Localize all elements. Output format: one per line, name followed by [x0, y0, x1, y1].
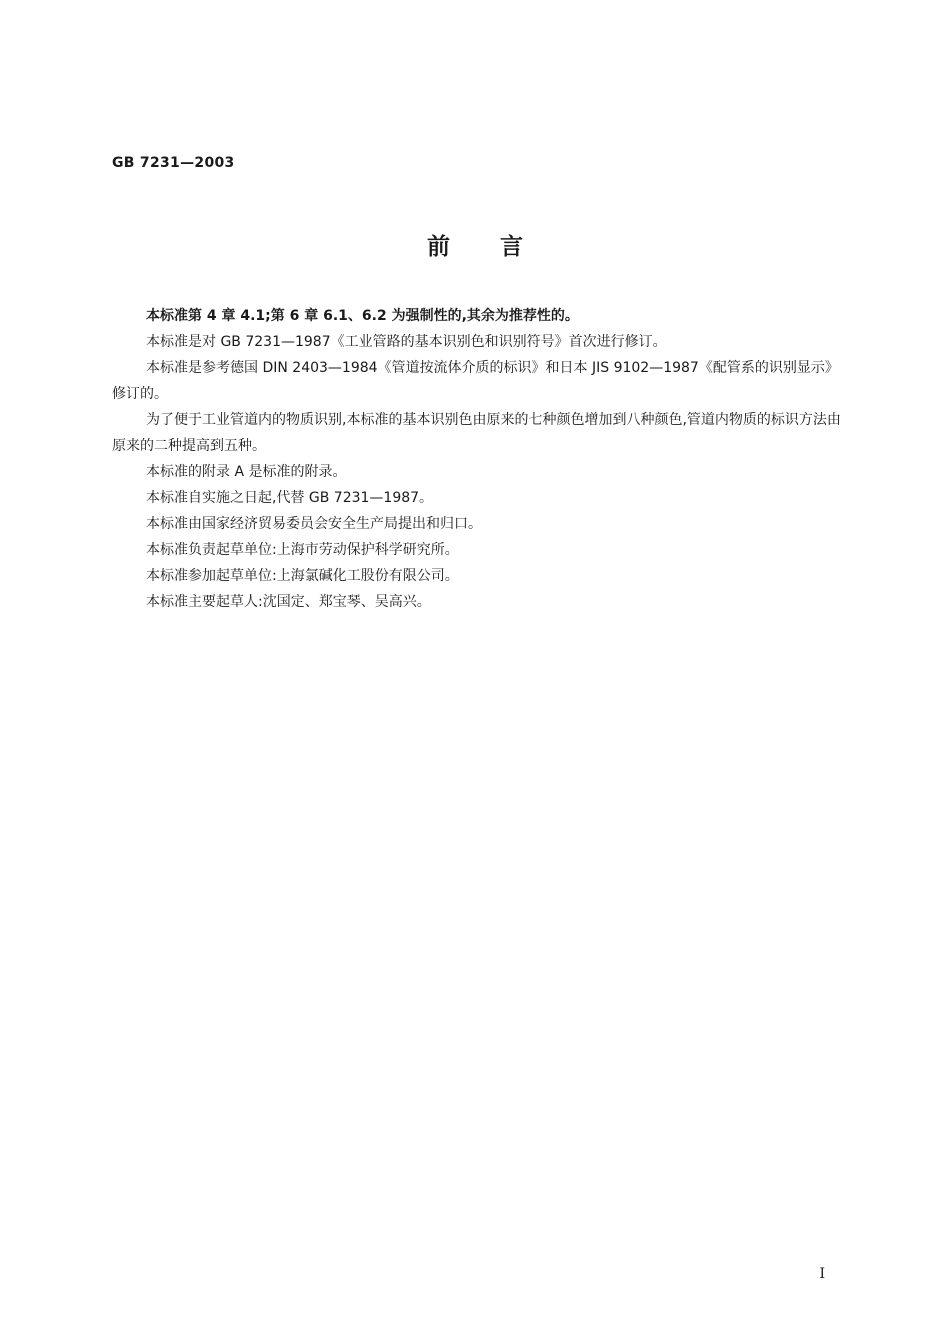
foreword-body [112, 303, 844, 615]
paragraph-replacement: 本标准自实施之日起,代替 GB 7231—1987。 [146, 490, 434, 506]
paragraph-lead-drafter: 本标准负责起草单位:上海市劳动保护科学研究所。 [146, 542, 459, 558]
paragraph-appendix: 本标准的附录 A 是标准的附录。 [146, 464, 347, 480]
paragraph-co-drafter: 本标准参加起草单位:上海氯碱化工股份有限公司。 [146, 568, 459, 584]
document-id: GB 7231—2003 [112, 155, 235, 171]
page-title: 前言 [427, 234, 573, 260]
paragraph-mandatory-clauses: 本标准第 4 章 4.1;第 6 章 6.1、6.2 为强制性的,其余为推荐性的。 [146, 308, 579, 324]
paragraph-colors: 为了便于工业管道内的物质识别,本标准的基本识别色由原来的七种颜色增加到八种颜色,管道内物质的标识方法由原来的二种提高到五种。 [112, 412, 841, 454]
page-number: I [819, 1266, 825, 1282]
paragraph-authors: 本标准主要起草人:沈国定、郑宝琴、吴高兴。 [146, 594, 431, 610]
paragraph-revision: 本标准是对 GB 7231—1987《工业管路的基本识别色和识别符号》首次进行修订。 [146, 334, 667, 350]
paragraph-references: 本标准是参考德国 DIN 2403—1984《管道按流体介质的标识》和日本 JIS 9102—1987《配管系的识别显示》修订的。 [112, 360, 839, 402]
paragraph-proposer: 本标准由国家经济贸易委员会安全生产局提出和归口。 [146, 516, 482, 532]
